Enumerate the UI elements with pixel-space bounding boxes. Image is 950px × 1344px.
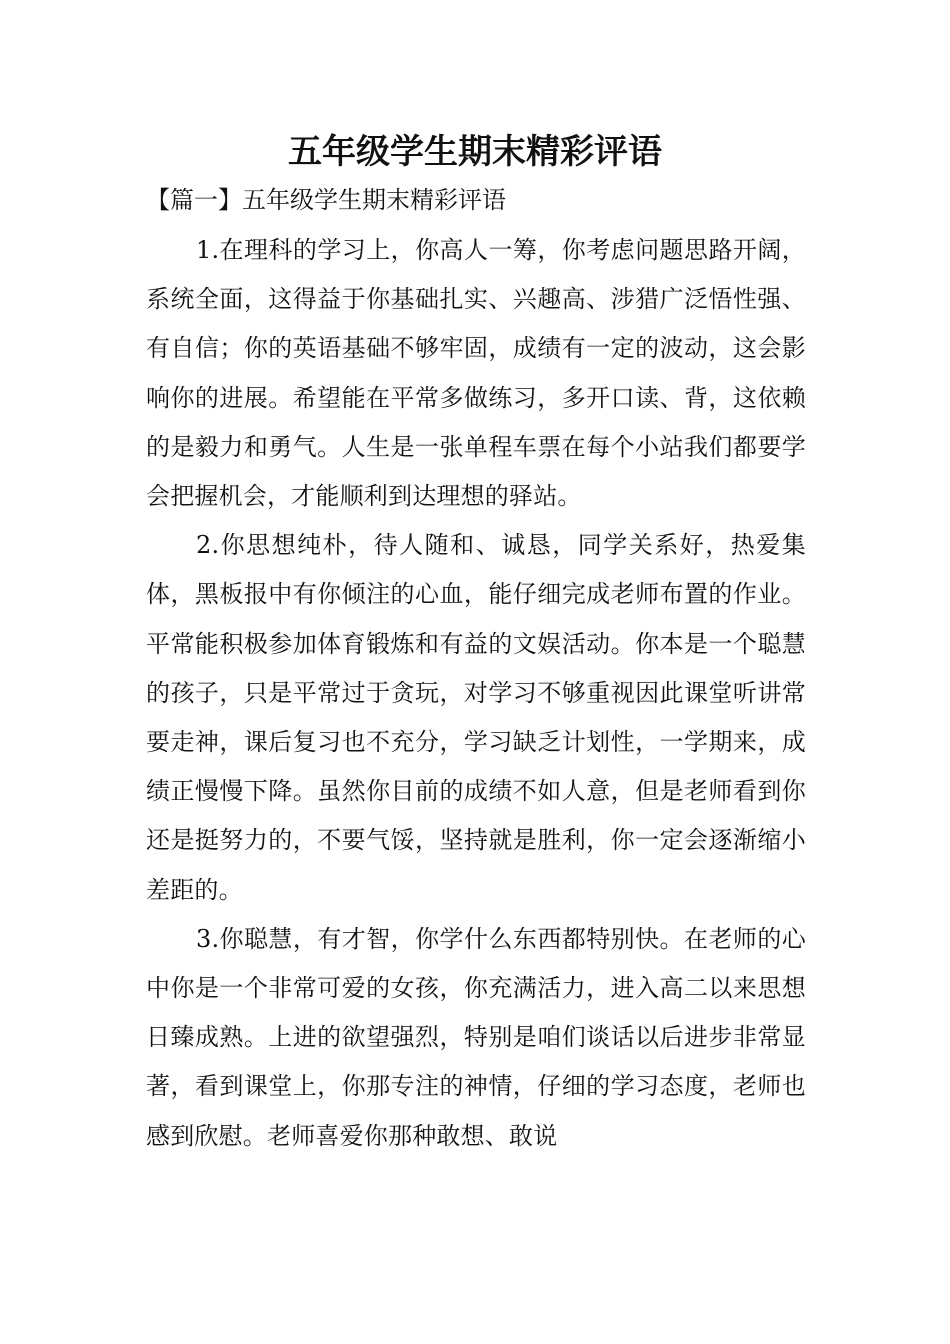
comment-paragraph-2: 2.你思想纯朴，待人随和、诚恳，同学关系好，热爱集体，黑板报中有你倾注的心血，能仔细完成老师布置的作业。平常能积极参加体育锻炼和有益的文娱活动。你本是一个聪慧的孩子，只是平常过于贪玩，对学习不够重视因此课堂听讲常要走神，课后复习也不充分，学习缺乏计划性，一学期来，成绩正慢慢下降。虽然你目前的成绩不如人意，但是老师看到你还是挺努力的，不要气馁，坚持就是胜利，你一定会逐渐缩小差距的。 [146,531,806,904]
document-title: 五年级学生期末精彩评语 [288,132,662,172]
comment-paragraph-1: 1.在理科的学习上，你高人一筹，你考虑问题思路开阔，系统全面，这得益于你基础扎实、兴趣高、涉猎广泛悟性强、有自信；你的英语基础不够牢固，成绩有一定的波动，这会影响你的进展。希望能在平常多做练习，多开口读、背，这依赖的是毅力和勇气。人生是一张单程车票在每个小站我们都要学会把握机会，才能顺利到达理想的驿站。 [146,236,806,511]
section-heading: 【篇一】五年级学生期末精彩评语 [146,186,506,214]
comment-paragraph-3: 3.你聪慧，有才智，你学什么东西都特别快。在老师的心中你是一个非常可爱的女孩，你充满活力，进入高二以来思想日臻成熟。上进的欲望强烈，特别是咱们谈话以后进步非常显著，看到课堂上，你那专注的神情，仔细的学习态度，老师也感到欣慰。老师喜爱你那种敢想、敢说 [146,924,806,1150]
document-body [146,226,806,1161]
